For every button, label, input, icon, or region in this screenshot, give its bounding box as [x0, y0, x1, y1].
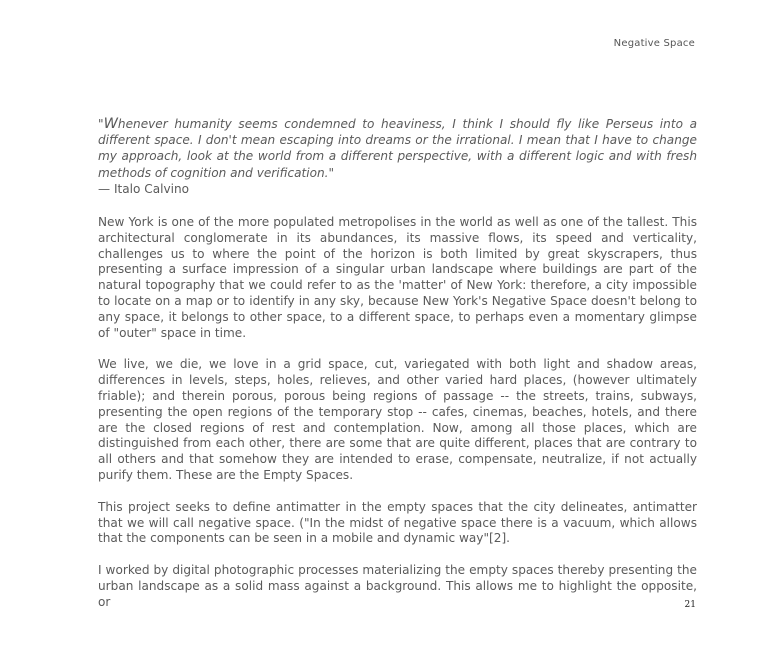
page-body [98, 116, 697, 627]
epigraph-text: henever humanity seems condemned to heaviness, I think I should fly like Perseus into a different space. I don't mean escaping into dreams or the irrational. I mean that I have to change my approach, look at the world from a different perspective, with a different logic and with fresh methods of cognition and verification." [98, 117, 697, 180]
epigraph-open-quote: " [98, 117, 104, 131]
running-header-title: Negative Space [613, 38, 695, 49]
body-paragraph-4: I worked by digital photographic processes materializing the empty spaces thereby presenting the urban landscape as a solid mass against a background. This allows me to highlight the opposite, or [98, 563, 697, 609]
epigraph-quote [98, 116, 697, 181]
body-paragraph-2: We live, we die, we love in a grid space, cut, variegated with both light and shadow areas, differences in levels, steps, holes, relieves, and other varied hard places, (however ultimately friable); and therein porous, porous being regions of passage -- the streets, trains, subways, presenting the open regions of the temporary stop -- cafes, cinemas, beaches, hotels, and there are the closed regions of rest and contemplation. Now, among all those places, which are distinguished from each other, there are some that are quite different, places that are contrary to all others and that somehow they are intended to erase, compensate, neutralize, if not actually purify them. These are the Empty Spaces. [98, 357, 697, 482]
body-paragraph-3: This project seeks to define antimatter in the empty spaces that the city delineates, antimatter that we will call negative space. ("In the midst of negative space there is a vacuum, which allows that the components can be seen in a mobile and dynamic way"[2]. [98, 499, 697, 546]
page-number: 21 [684, 600, 696, 610]
epigraph-first-letter: W [103, 116, 118, 132]
epigraph-attribution: — Italo Calvino [98, 181, 190, 196]
body-paragraph-1: New York is one of the more populated metropolises in the world as well as one of the tallest. This architectural conglomerate in its abundances, its massive flows, its speed and verticality, challenges us to where the point of the horizon is both limited by great skyscrapers, thus presenting a surface impression of a singular urban landscape where buildings are part of the natural topography that we could refer to as the 'matter' of New York: therefore, a city impossible to locate on a map or to identify in any sky, because New York's Negative Space doesn't belong to any space, it belongs to other space, to a different space, to perhaps even a momentary glimpse of "outer" space in time. [98, 215, 697, 340]
